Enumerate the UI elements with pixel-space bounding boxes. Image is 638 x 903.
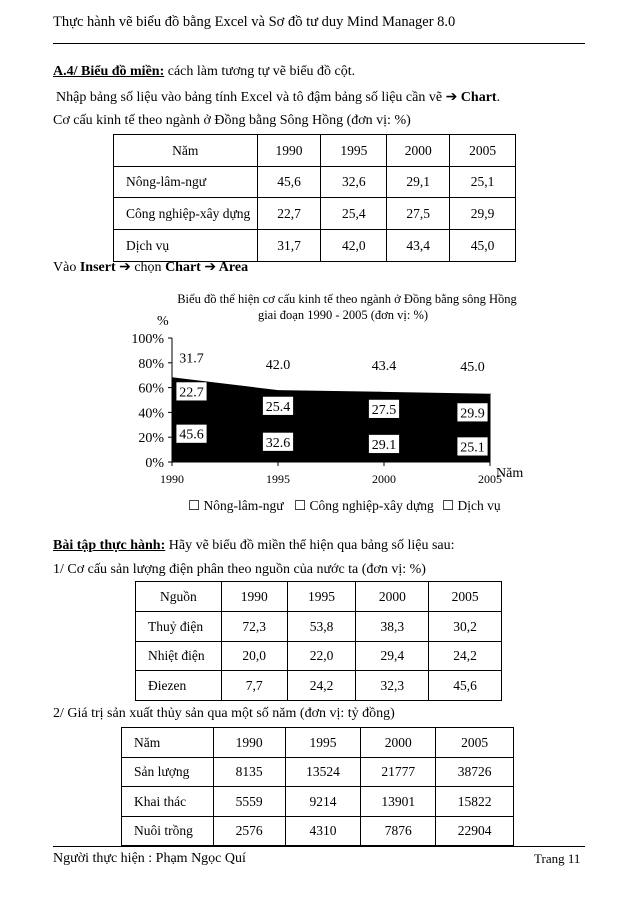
table-cell: 5559 bbox=[213, 787, 285, 817]
table-cell: 13524 bbox=[285, 758, 361, 787]
legend-item: ☐ Nông-lâm-ngư bbox=[188, 498, 284, 513]
chart-subtitle: giai đoạn 1990 - 2005 (đơn vị: %) bbox=[257, 308, 429, 322]
insert-mid: chọn bbox=[130, 260, 166, 275]
y-tick-label: 100% bbox=[131, 332, 164, 347]
table-cell: 22904 bbox=[436, 817, 514, 846]
table-cell: 20,0 bbox=[221, 642, 287, 671]
table-cell: 15822 bbox=[436, 787, 514, 817]
data-label-text: 45.6 bbox=[179, 427, 204, 443]
table-cell: 45,0 bbox=[450, 230, 516, 262]
q2-caption: 2/ Giá trị sản xuất thủy sản qua một số năm (đơn vị: tỷ đồng) bbox=[53, 706, 395, 721]
table-cell: 38,3 bbox=[356, 612, 429, 642]
data-label bbox=[369, 434, 400, 453]
table-cell: 27,5 bbox=[387, 198, 450, 230]
footer-author: Người thực hiện : Phạm Ngọc Quí bbox=[53, 851, 246, 866]
section-a4-heading: A.4/ Biểu đồ miền: bbox=[53, 64, 165, 79]
table-header-cell: 2005 bbox=[450, 135, 516, 167]
x-tick-label: 1990 bbox=[160, 472, 184, 486]
table-row bbox=[136, 671, 502, 701]
table-cell: 9214 bbox=[285, 787, 361, 817]
arrow-icon: ➔ bbox=[204, 260, 217, 275]
table-cell: 21777 bbox=[361, 758, 436, 787]
data-label bbox=[263, 396, 294, 415]
table-cell: 2576 bbox=[213, 817, 285, 846]
table-row-label: Công nghiệp-xây dựng bbox=[114, 198, 258, 230]
table-header-cell: Năm bbox=[122, 728, 214, 758]
data-label bbox=[372, 359, 397, 374]
table-row-label: Điezen bbox=[136, 671, 222, 701]
page-header-title: Thực hành vẽ biểu đồ bằng Excel và Sơ đồ tư duy Mind Manager 8.0 bbox=[53, 14, 456, 30]
y-tick-label: 60% bbox=[138, 381, 164, 397]
data-label-text: 43.4 bbox=[371, 358, 397, 374]
page-number: Trang 11 bbox=[534, 851, 581, 866]
y-tick-label: 40% bbox=[138, 406, 164, 422]
table-header-cell: 2000 bbox=[356, 582, 429, 612]
table-header-cell: 1990 bbox=[221, 582, 287, 612]
table-cell: 32,3 bbox=[356, 671, 429, 701]
table-header-cell: Nguồn bbox=[136, 582, 222, 612]
table-row bbox=[122, 817, 514, 846]
insert-text: Vào bbox=[53, 260, 80, 275]
data-label-text: 29.9 bbox=[460, 406, 485, 422]
table-cell: 25,1 bbox=[450, 167, 516, 198]
data-label-text: 32.6 bbox=[265, 435, 291, 451]
data-label bbox=[176, 424, 207, 443]
table-cell: 25,4 bbox=[321, 198, 387, 230]
y-tick-label: 80% bbox=[138, 356, 164, 372]
data-label-text: 25.1 bbox=[460, 440, 485, 456]
footer-rule bbox=[53, 846, 585, 847]
table-cell: 43,4 bbox=[387, 230, 450, 262]
table-row bbox=[136, 642, 502, 671]
table-row-label: Khai thác bbox=[122, 787, 214, 817]
table-cell: 42,0 bbox=[321, 230, 387, 262]
table1-caption: Cơ cấu kinh tế theo ngành ở Đồng bằng Sông Hồng (đơn vị: %) bbox=[53, 113, 411, 128]
table-cell: 24,2 bbox=[429, 642, 502, 671]
exercise-heading: Bài tập thực hành: bbox=[53, 538, 166, 553]
table-row-label: Nuôi trồng bbox=[122, 817, 214, 846]
legend-item: ☐ Dịch vụ bbox=[442, 498, 501, 513]
data-label bbox=[263, 432, 294, 451]
table-cell: 38726 bbox=[436, 758, 514, 787]
table-header-cell: 1995 bbox=[287, 582, 356, 612]
table-header-cell: 1990 bbox=[213, 728, 285, 758]
table-header-cell: 1990 bbox=[257, 135, 321, 167]
table-cell: 45,6 bbox=[429, 671, 502, 701]
table-cell: 31,7 bbox=[257, 230, 321, 262]
data-label-text: 25.4 bbox=[265, 399, 291, 415]
data-label bbox=[460, 360, 485, 375]
table-cell: 53,8 bbox=[287, 612, 356, 642]
exercise-heading-rest: Hãy vẽ biểu đồ miền thể hiện qua bảng số liệu sau: bbox=[165, 538, 455, 553]
table-cell: 8135 bbox=[213, 758, 285, 787]
table-cell: 72,3 bbox=[221, 612, 287, 642]
table-header-cell: 1995 bbox=[285, 728, 361, 758]
instruction-text: Nhập bảng số liệu vào bảng tính Excel và tô đậm bảng số liệu cần vẽ bbox=[56, 90, 446, 105]
table-cell: 24,2 bbox=[287, 671, 356, 701]
table-row bbox=[136, 612, 502, 642]
data-label-text: 42.0 bbox=[265, 358, 291, 374]
table-header-cell: 1995 bbox=[321, 135, 387, 167]
q1-caption: 1/ Cơ cấu sản lượng điện phân theo nguồn của nước ta (đơn vị: %) bbox=[53, 562, 426, 577]
table-cell: 29,1 bbox=[387, 167, 450, 198]
fishery-table bbox=[121, 727, 514, 846]
legend-item: ☐ Công nghiệp-xây dựng bbox=[294, 498, 434, 513]
table-header-cell: 2005 bbox=[436, 728, 514, 758]
electricity-table bbox=[135, 581, 502, 701]
data-label bbox=[179, 352, 204, 367]
table-cell: 7,7 bbox=[221, 671, 287, 701]
table-row-label: Nông-lâm-ngư bbox=[114, 167, 258, 198]
table-row-label: Dịch vụ bbox=[114, 230, 258, 262]
table-header-cell: 2000 bbox=[361, 728, 436, 758]
x-tick-label: 2000 bbox=[372, 472, 396, 486]
area-keyword: Area bbox=[216, 260, 249, 275]
data-label bbox=[369, 399, 400, 418]
table-header-cell: Năm bbox=[114, 135, 258, 167]
exercise-heading-line bbox=[53, 538, 455, 554]
data-label-text: 29.1 bbox=[371, 437, 397, 453]
x-axis-label: Năm bbox=[496, 466, 524, 481]
y-axis-unit: % bbox=[157, 314, 169, 329]
chart-legend bbox=[188, 498, 501, 513]
table-cell: 29,9 bbox=[450, 198, 516, 230]
table-cell: 32,6 bbox=[321, 167, 387, 198]
x-tick-label: 2005 bbox=[478, 472, 502, 486]
data-label-text: 31.7 bbox=[179, 351, 204, 367]
table-row bbox=[122, 758, 514, 787]
section-a4-heading-rest: cách làm tương tự vẽ biểu đồ cột. bbox=[164, 64, 356, 79]
table-cell: 30,2 bbox=[429, 612, 502, 642]
y-tick-label: 0% bbox=[145, 456, 164, 471]
table-row-label: Sản lượng bbox=[122, 758, 214, 787]
table-cell: 7876 bbox=[361, 817, 436, 846]
table-cell: 45,6 bbox=[257, 167, 321, 198]
instruction-end: . bbox=[496, 90, 501, 105]
arrow-icon: ➔ bbox=[119, 260, 131, 275]
table-cell: 13901 bbox=[361, 787, 436, 817]
arrow-icon: ➔ bbox=[445, 90, 458, 105]
table-cell: 29,4 bbox=[356, 642, 429, 671]
table-header-row bbox=[122, 728, 514, 758]
table-header-row bbox=[136, 582, 502, 612]
chart-title: Biểu đồ thể hiện cơ cấu kinh tế theo ngành ở Đồng bằng sông Hồng bbox=[177, 292, 517, 306]
insert-keyword: Insert bbox=[79, 260, 116, 275]
plot-area bbox=[131, 332, 502, 486]
instruction-chart: Chart bbox=[457, 90, 497, 105]
table-row-label: Thuỷ điện bbox=[136, 612, 222, 642]
data-label bbox=[176, 382, 207, 401]
data-label bbox=[457, 437, 488, 456]
table-header-cell: 2000 bbox=[387, 135, 450, 167]
table-cell: 4310 bbox=[285, 817, 361, 846]
data-label bbox=[457, 403, 488, 422]
y-tick-label: 20% bbox=[138, 431, 164, 447]
table-row bbox=[122, 787, 514, 817]
x-tick-label: 1995 bbox=[266, 472, 290, 486]
table-row-label: Nhiệt điện bbox=[136, 642, 222, 671]
chart-keyword: Chart bbox=[165, 260, 201, 275]
data-label-text: 45.0 bbox=[460, 359, 485, 375]
data-label bbox=[266, 358, 291, 373]
table-cell: 22,7 bbox=[257, 198, 321, 230]
table-header-cell: 2005 bbox=[429, 582, 502, 612]
data-label-text: 27.5 bbox=[371, 402, 397, 418]
table-cell: 22,0 bbox=[287, 642, 356, 671]
data-label-text: 22.7 bbox=[179, 385, 204, 401]
